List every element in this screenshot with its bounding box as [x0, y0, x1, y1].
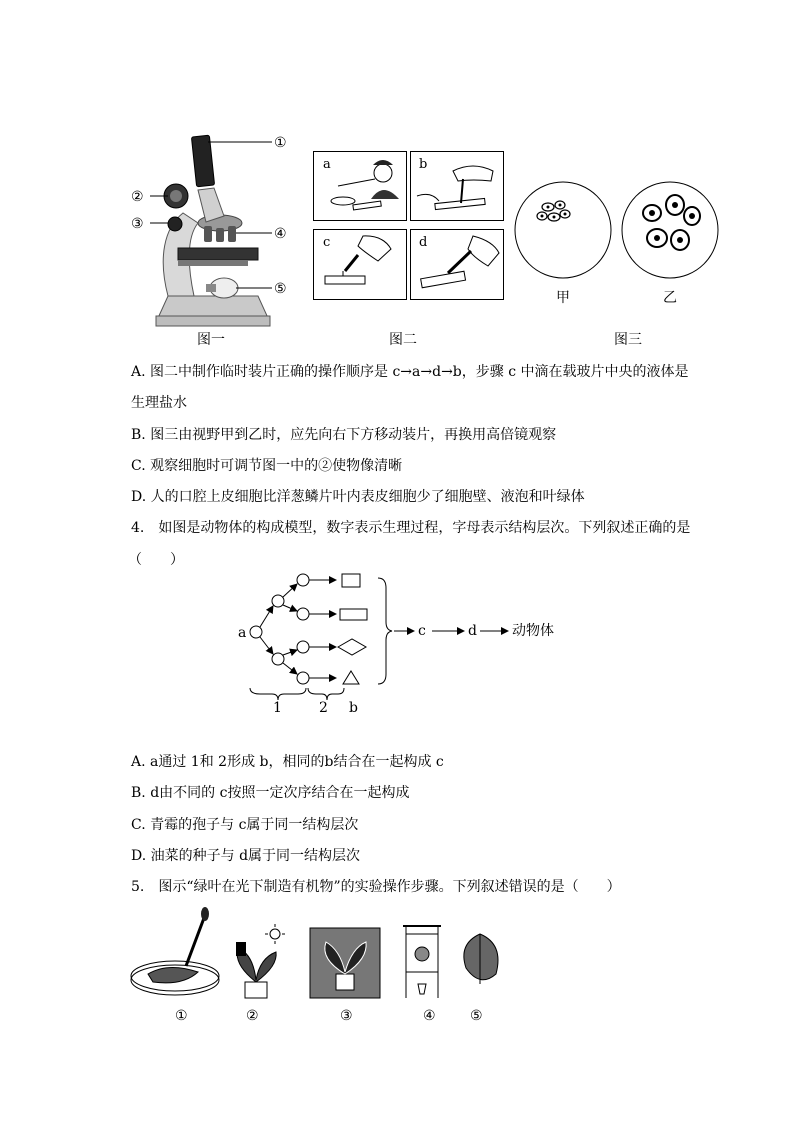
panel-b-label: b — [419, 157, 428, 172]
q4-stem: 4. 如图是动物体的构成模型，数字表示生理过程，字母表示结构层次。下列叙述正确的是 — [131, 520, 691, 536]
panel-d-label: d — [419, 235, 428, 250]
q4-structure-diagram — [232, 570, 572, 720]
diagram-label-b: b — [349, 700, 358, 716]
microscope-label-3: ③ — [131, 216, 144, 232]
panel-a-label: a — [323, 157, 331, 172]
slide-procedure-illustration — [313, 151, 505, 303]
field-label-jia: 甲 — [556, 290, 570, 306]
field-of-view-illustration — [512, 180, 722, 280]
diagram-label-animal: 动物体 — [512, 623, 554, 639]
q4-option-a: A. a通过 1和 2形成 b，相同的b结合在一起构成 c — [131, 754, 444, 770]
step-label-5: ⑤ — [470, 1008, 483, 1024]
microscope-label-5: ⑤ — [274, 281, 287, 297]
microscope-label-4: ④ — [274, 226, 287, 242]
q4-option-b: B. d由不同的 c按照一定次序结合在一起构成 — [131, 785, 410, 801]
diagram-label-c: c — [418, 623, 426, 639]
panel-c-label: c — [323, 235, 331, 250]
diagram-label-d: d — [468, 623, 477, 639]
q3-option-a: A. 图二中制作临时装片正确的操作顺序是 c→a→d→b，步骤 c 中滴在载玻片中央的液体是 — [131, 364, 689, 380]
figure3-caption: 图三 — [614, 332, 642, 348]
figure2-caption: 图二 — [389, 332, 417, 348]
q3-option-b: B. 图三由视野甲到乙时，应先向右下方移动装片，再换用高倍镜观察 — [131, 427, 557, 443]
q4-option-c: C. 青霉的孢子与 c属于同一结构层次 — [131, 817, 359, 833]
figure3-fields-of-view — [512, 180, 722, 310]
q5-experiment-steps — [128, 904, 508, 1034]
diagram-label-2: 2 — [319, 700, 328, 716]
q3-option-c: C. 观察细胞时可调节图一中的②使物像清晰 — [131, 458, 403, 474]
q3-option-a-cont: 生理盐水 — [131, 395, 187, 411]
q5-stem: 5. 图示“绿叶在光下制造有机物”的实验操作步骤。下列叙述错误的是（ ） — [131, 879, 621, 895]
q4-option-d: D. 油菜的种子与 d属于同一结构层次 — [131, 848, 361, 864]
diagram-label-a: a — [238, 625, 247, 641]
step-label-1: ① — [175, 1008, 188, 1024]
q3-option-d: D. 人的口腔上皮细胞比洋葱鳞片叶内表皮细胞少了细胞壁、液泡和叶绿体 — [131, 489, 585, 505]
step-label-4: ④ — [423, 1008, 436, 1024]
microscope-label-1: ① — [274, 135, 287, 151]
step-label-2: ② — [246, 1008, 259, 1024]
microscope-illustration — [128, 128, 298, 340]
experiment-steps-illustration — [128, 904, 508, 1004]
structure-model-svg — [232, 570, 572, 720]
step-label-3: ③ — [340, 1008, 353, 1024]
q4-answer-paren: （ ） — [128, 552, 184, 568]
figure2-procedure — [313, 151, 505, 303]
figure1-microscope — [128, 128, 298, 340]
figure1-caption: 图一 — [197, 332, 225, 348]
field-label-yi: 乙 — [663, 290, 677, 306]
diagram-label-1: 1 — [273, 700, 282, 716]
microscope-label-2: ② — [131, 189, 144, 205]
